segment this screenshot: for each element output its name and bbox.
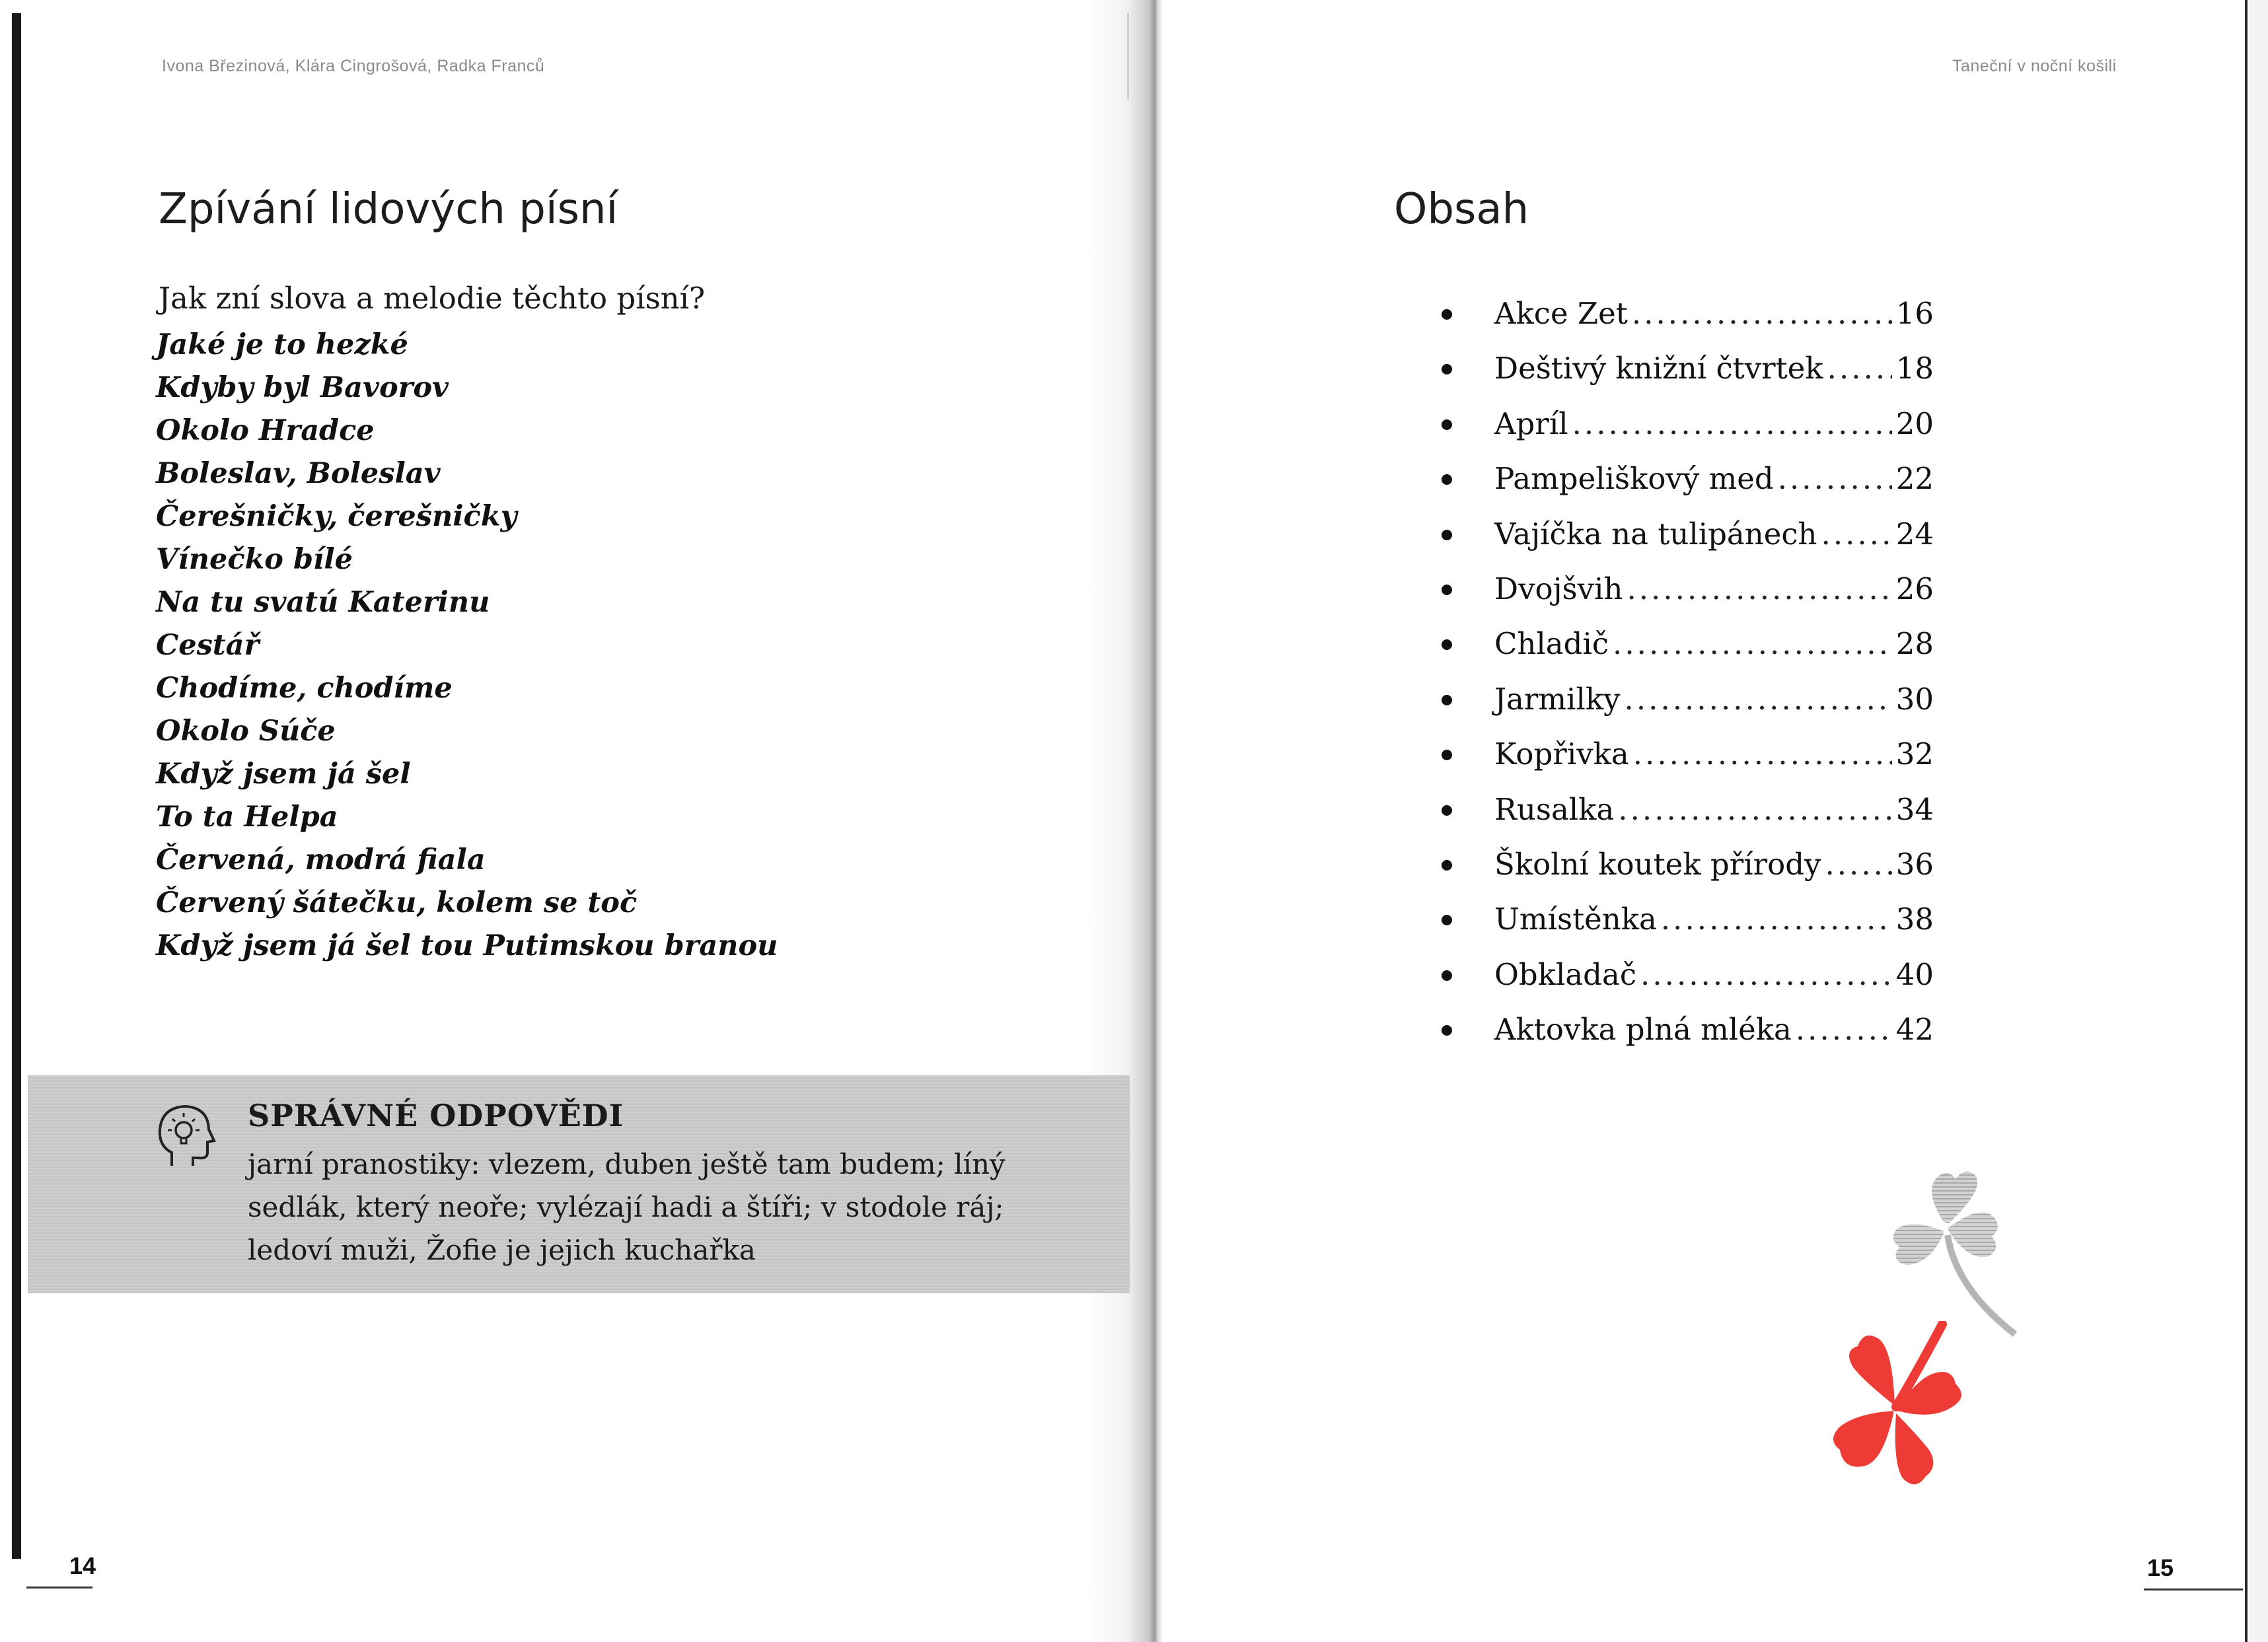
- bullet-icon: [1442, 474, 1452, 485]
- toc-item-page: 34: [1895, 791, 1934, 827]
- book-gutter: [1083, 0, 1163, 1642]
- toc-item: [1440, 841, 1936, 896]
- page-number-rule-right: [2144, 1588, 2243, 1590]
- toc-item-page: 36: [1895, 846, 1934, 882]
- toc-leader-dots: [1821, 511, 1892, 557]
- toc-leader-dots: [1827, 345, 1892, 392]
- toc-item: [1440, 456, 1936, 511]
- clover-red-icon: [1817, 1321, 1969, 1493]
- song-list: [156, 324, 778, 968]
- toc-item-page: 30: [1895, 681, 1934, 717]
- toc-leader-dots: [1572, 401, 1892, 447]
- song-item: Jaké je to hezké: [156, 328, 408, 361]
- toc-item-title: Kopřivka: [1494, 736, 1629, 772]
- toc-item: [1440, 566, 1936, 621]
- bullet-icon: [1442, 639, 1452, 650]
- toc-item-page: 26: [1895, 571, 1934, 606]
- song-item: Okolo Hradce: [156, 414, 375, 447]
- bullet-icon: [1442, 970, 1452, 981]
- song-item: Chodíme, chodíme: [156, 672, 453, 705]
- toc-leader-dots: [1618, 787, 1891, 833]
- question-text: Jak zní slova a melodie těchto písní?: [159, 281, 706, 316]
- toc-item: [1440, 787, 1936, 841]
- toc-leader-dots: [1825, 841, 1891, 888]
- toc-item: [1440, 731, 1936, 786]
- toc-item-title: Pampeliškový med: [1494, 461, 1774, 497]
- running-head-book-title: Taneční v noční košili: [1952, 57, 2117, 75]
- answers-text: jarní pranostiky: vlezem, duben ještě tam budem; líný sedlák, který neoře; vylézají hadi a štíři; v stodole ráj; ledoví muži, Žofie je jejich kuchařka: [248, 1148, 1006, 1266]
- toc-item-title: Deštivý knižní čtvrtek: [1494, 351, 1823, 386]
- page-title-right: Obsah: [1394, 185, 1529, 234]
- scan-edge-right-margin: [2249, 0, 2268, 1642]
- bullet-icon: [1442, 860, 1452, 871]
- song-item: To ta Helpa: [156, 801, 338, 834]
- scan-edge-left: [12, 13, 21, 1559]
- song-item: Když jsem já šel tou Putimskou branou: [156, 929, 778, 962]
- toc-leader-dots: [1640, 952, 1892, 998]
- toc-leader-dots: [1625, 676, 1892, 723]
- toc-item-title: Apríl: [1494, 406, 1568, 441]
- song-item: Boleslav, Boleslav: [156, 457, 441, 490]
- toc-item-title: Aktovka plná mléka: [1494, 1012, 1792, 1048]
- song-item: Červený šátečku, kolem se toč: [156, 886, 638, 919]
- toc-item-title: Dvojšvih: [1494, 571, 1623, 606]
- toc-item: [1440, 621, 1936, 676]
- bullet-icon: [1442, 695, 1452, 705]
- page-title-left: Zpívání lidových písní: [159, 185, 618, 234]
- toc-item-page: 22: [1895, 461, 1934, 497]
- toc-item-page: 42: [1895, 1012, 1934, 1048]
- lightbulb-head-icon: [152, 1100, 218, 1172]
- toc-item-title: Školní koutek přírody: [1494, 846, 1821, 882]
- page-number-right: 15: [2147, 1554, 2174, 1581]
- song-item: Kdyby byl Bavorov: [156, 371, 449, 404]
- gutter-line: [1127, 13, 1129, 99]
- toc-leader-dots: [1796, 1007, 1892, 1053]
- song-item: Cestář: [156, 629, 260, 662]
- toc-item-page: 18: [1895, 351, 1934, 386]
- toc-leader-dots: [1661, 896, 1892, 943]
- toc-item-title: Rusalka: [1494, 791, 1615, 827]
- toc-leader-dots: [1627, 566, 1891, 612]
- bullet-icon: [1442, 364, 1452, 375]
- song-item: Na tu svatú Katerinu: [156, 586, 490, 619]
- table-of-contents: [1440, 291, 1936, 1061]
- toc-item-page: 24: [1895, 516, 1934, 552]
- toc-item-page: 20: [1895, 406, 1934, 441]
- bullet-icon: [1442, 530, 1452, 540]
- toc-leader-dots: [1613, 621, 1892, 667]
- bullet-icon: [1442, 309, 1452, 320]
- scan-edge-right: [2245, 0, 2248, 1642]
- toc-item-page: 38: [1895, 902, 1934, 937]
- toc-leader-dots: [1632, 291, 1892, 337]
- page-number-rule-left: [26, 1587, 92, 1588]
- toc-item-page: 28: [1895, 626, 1934, 662]
- toc-item-title: Obkladač: [1494, 956, 1637, 992]
- song-item: Když jsem já šel: [156, 758, 411, 791]
- toc-item-page: 40: [1895, 956, 1934, 992]
- page-number-left: 14: [69, 1552, 96, 1579]
- toc-item: [1440, 676, 1936, 731]
- toc-item-page: 32: [1895, 736, 1934, 772]
- toc-item: [1440, 345, 1936, 400]
- clover-grey-icon: [1883, 1162, 2035, 1347]
- bullet-icon: [1442, 805, 1452, 816]
- toc-item: [1440, 1007, 1936, 1061]
- toc-item-title: Akce Zet: [1494, 296, 1628, 331]
- toc-item: [1440, 511, 1936, 566]
- toc-leader-dots: [1778, 456, 1892, 502]
- bullet-icon: [1442, 585, 1452, 595]
- toc-leader-dots: [1633, 731, 1892, 777]
- bullet-icon: [1442, 915, 1452, 925]
- toc-item-title: Jarmilky: [1494, 681, 1621, 717]
- toc-item-title: Umístěnka: [1494, 902, 1657, 937]
- song-item: Vínečko bílé: [156, 543, 353, 576]
- toc-item: [1440, 291, 1936, 345]
- bullet-icon: [1442, 750, 1452, 760]
- toc-item-page: 16: [1895, 296, 1934, 331]
- toc-item-title: Vajíčka na tulipánech: [1494, 516, 1817, 552]
- song-item: Čerešničky, čerešničky: [156, 500, 517, 533]
- song-item: Okolo Súče: [156, 715, 336, 748]
- toc-item: [1440, 952, 1936, 1007]
- toc-item-title: Chladič: [1494, 626, 1609, 662]
- toc-item: [1440, 896, 1936, 951]
- bullet-icon: [1442, 419, 1452, 430]
- answers-title: SPRÁVNÉ ODPOVĚDI: [248, 1098, 624, 1133]
- song-item: Červená, modrá fiala: [156, 843, 486, 876]
- running-head-authors: Ivona Březinová, Klára Cingrošová, Radka Franců: [162, 57, 545, 75]
- toc-item: [1440, 401, 1936, 456]
- bullet-icon: [1442, 1025, 1452, 1036]
